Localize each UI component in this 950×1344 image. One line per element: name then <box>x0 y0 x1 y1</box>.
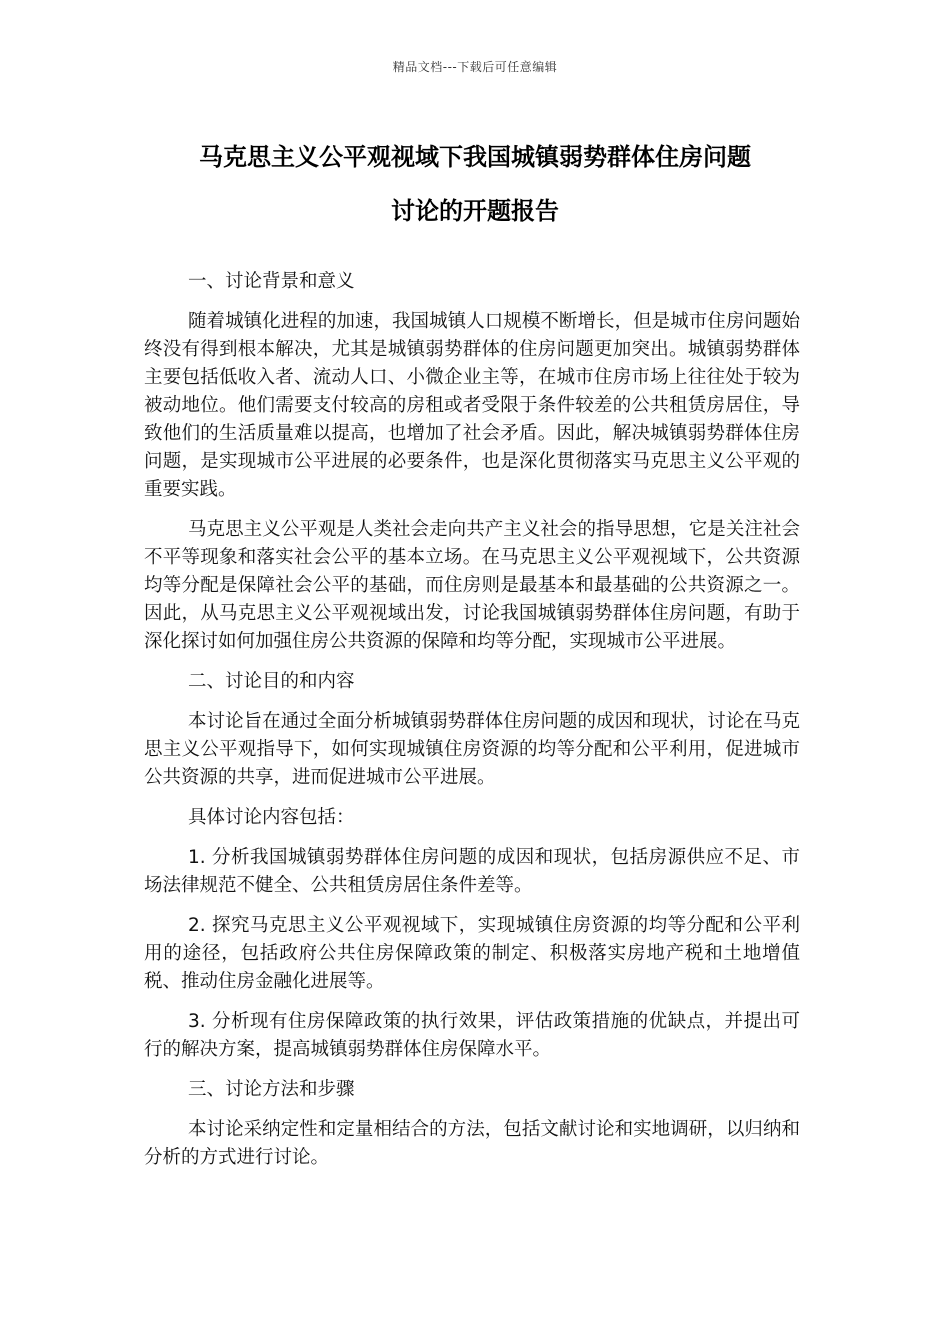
section-heading-methods: 三、讨论方法和步骤 <box>188 1079 355 1100</box>
document-title-line-1: 马克思主义公平观视域下我国城镇弱势群体住房问题 <box>199 143 751 171</box>
paragraph-methods-1: 本讨论采纳定性和定量相结合的方法，包括文献讨论和实地调研，以归纳和分析的方式进行讨论。 <box>144 1119 800 1168</box>
list-item-content-3: 3. 分析现有住房保障政策的执行效果，评估政策措施的优缺点，并提出可行的解决方案，提高城镇弱势群体住房保障水平。 <box>144 1011 800 1060</box>
header-note: 精品文档---下载后可任意编辑 <box>392 60 558 74</box>
paragraph-background-1: 随着城镇化进程的加速，我国城镇人口规模不断增长，但是城市住房问题始终没有得到根本解决，尤其是城镇弱势群体的住房问题更加突出。城镇弱势群体主要包括低收入者、流动人口、小微企业主等，在城市住房市场上往往处于较为被动地位。他们需要支付较高的房租或者受限于条件较差的公共租赁房居住，导致他们的生活质量难以提高，也增加了社会矛盾。因此，解决城镇弱势群体住房问题，是实现城市公平进展的必要条件，也是深化贯彻落实马克思主义公平观的重要实践。 <box>144 311 800 500</box>
paragraph-background-2: 马克思主义公平观是人类社会走向共产主义社会的指导思想，它是关注社会不平等现象和落实社会公平的基本立场。在马克思主义公平观视域下，公共资源均等分配是保障社会公平的基础，而住房则是最基本和最基础的公共资源之一。因此，从马克思主义公平观视域出发，讨论我国城镇弱势群体住房问题，有助于深化探讨如何加强住房公共资源的保障和均等分配，实现城市公平进展。 <box>144 519 800 652</box>
list-item-content-2: 2. 探究马克思主义公平观视域下，实现城镇住房资源的均等分配和公平利用的途径，包括政府公共住房保障政策的制定、积极落实房地产税和土地增值税、推动住房金融化进展等。 <box>144 915 800 992</box>
paragraph-purpose-1: 本讨论旨在通过全面分析城镇弱势群体住房问题的成因和现状，讨论在马克思主义公平观指导下，如何实现城镇住房资源的均等分配和公平利用，促进城市公共资源的共享，进而促进城市公平进展。 <box>144 711 800 788</box>
document-body <box>144 268 800 1184</box>
list-item-content-1: 1. 分析我国城镇弱势群体住房问题的成因和现状，包括房源供应不足、市场法律规范不健全、公共租赁房居住条件差等。 <box>144 847 800 896</box>
paragraph-content-intro: 具体讨论内容包括： <box>188 807 355 828</box>
document-title-line-2: 讨论的开题报告 <box>391 197 559 225</box>
section-heading-background: 一、讨论背景和意义 <box>188 271 355 292</box>
section-heading-purpose: 二、讨论目的和内容 <box>188 671 355 692</box>
